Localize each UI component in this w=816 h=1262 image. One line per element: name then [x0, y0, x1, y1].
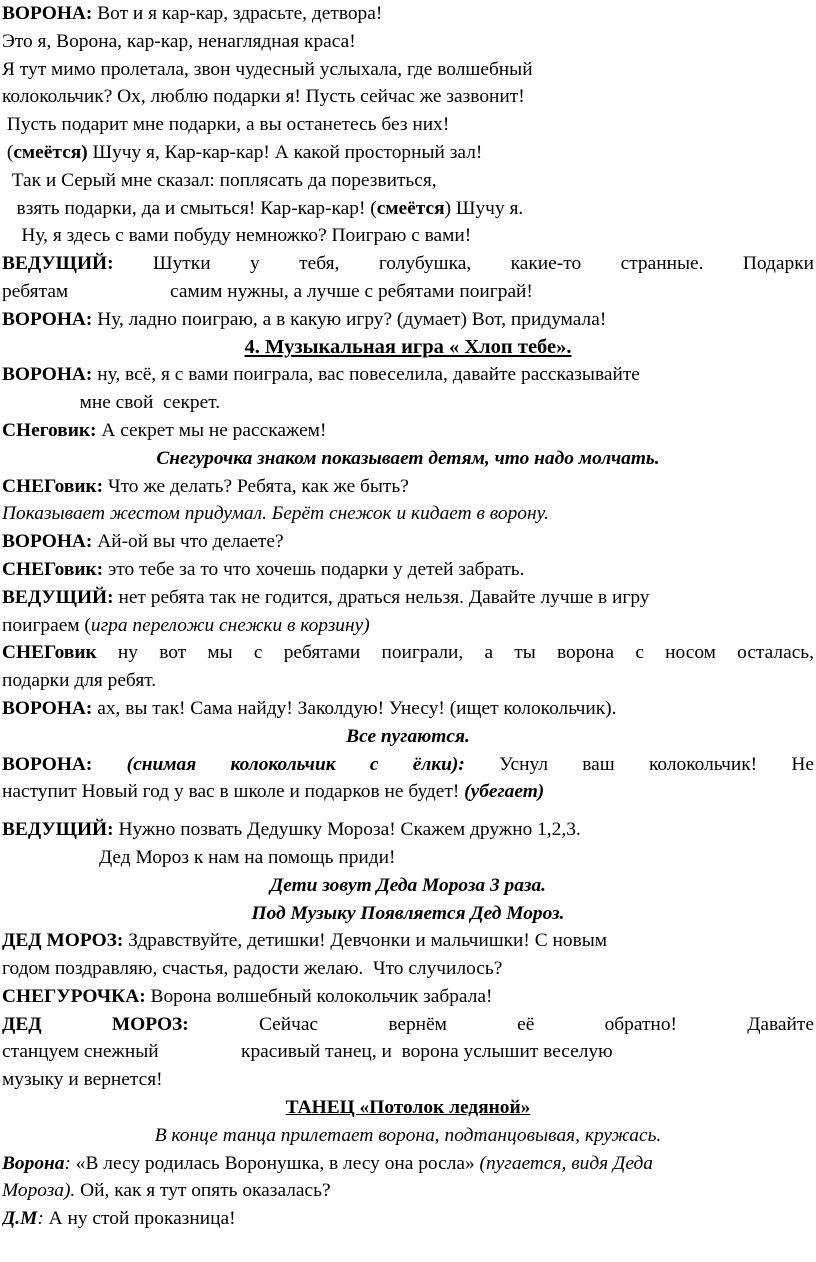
stage-remark: (пугается, видя Деда: [474, 1152, 653, 1174]
line-text: (: [2, 141, 14, 163]
text-line: Ну, я здесь с вами побуду немножко? Поиграю с вами!: [2, 225, 472, 247]
text-line: [2, 306, 814, 334]
line-text: поиграем (: [2, 614, 91, 636]
text-line: ребятам самим нужны, а лучше с ребятами поиграй!: [2, 280, 533, 302]
line-text: ну, всё, я с вами поиграла, вас повеселила, давайте рассказывайте: [92, 364, 640, 386]
stage-direction: Под Музыку Появляется Дед Мороз.: [251, 902, 565, 924]
line-text: Ну, ладно поиграю, а в какую игру? (думает) Вот, придумала!: [92, 308, 607, 330]
line-text: Здравствуйте, детишки! Девчонки и мальчишки! С новым: [123, 930, 608, 952]
text-line: мне свой секрет.: [2, 392, 221, 414]
speaker-label: СНЕГУРОЧКА:: [2, 985, 146, 1007]
line-text: Шутки у тебя, голубушка, какие-то странные. Подарки: [113, 253, 814, 275]
stage-remark: смеётся): [13, 141, 88, 163]
speaker-label: ВОРОНА:: [2, 531, 93, 553]
stage-direction: Показывает жестом придумал. Берёт снежок и кидает в ворону.: [2, 503, 549, 525]
stage-direction: Дети зовут Деда Мороза 3 раза.: [270, 874, 546, 896]
text-line: Дед Мороз к нам на помощь приди!: [2, 846, 396, 868]
speaker-label: СНЕГовик: [2, 642, 97, 664]
line-text: :: [37, 1208, 44, 1230]
text-line: [2, 983, 814, 1011]
text-line: Так и Серый мне сказал: поплясать да порезвиться,: [2, 169, 437, 191]
line-text: Ворона волшебный колокольчик забрала!: [145, 985, 493, 1007]
text-line: [2, 778, 814, 806]
speaker-label: ВОРОНА:: [2, 364, 93, 386]
speaker-label: ВЕДУЩИЙ:: [2, 586, 114, 608]
text-line: годом поздравляю, счастья, радости желаю. Что случилось?: [2, 958, 503, 980]
text-line: Это я, Ворона, кар-кар, ненаглядная краса!: [2, 30, 356, 52]
text-line: [2, 1011, 814, 1039]
text-line: подарки для ребят.: [2, 670, 157, 692]
line-text: Шучу я, Кар-кар-кар! А какой просторный зал!: [87, 141, 483, 163]
text-line: [2, 250, 814, 278]
text-line: [2, 556, 814, 584]
line-text: Уснул ваш колокольчик! Не: [464, 753, 814, 775]
stage-direction: Снегурочка знаком показывает детям, что надо молчать.: [156, 447, 660, 469]
speaker-label: Д.М: [2, 1208, 38, 1230]
speaker-label: СНеговик:: [2, 419, 97, 441]
text-line: [2, 1205, 814, 1233]
stage-remark: Мороза).: [2, 1180, 76, 1202]
text-line: [2, 816, 814, 844]
text-line: [2, 139, 814, 167]
text-line: [2, 751, 814, 779]
line-text: это тебе за то что хочешь подарки у детей забрать.: [103, 558, 525, 580]
line-text: А ну стой проказница!: [43, 1208, 236, 1230]
stage-remark: смеётся: [376, 197, 445, 219]
speaker-label: ВОРОНА:: [2, 308, 93, 330]
text-line: Пусть подарит мне подарки, а вы останетесь без них!: [2, 114, 450, 136]
speaker-label: ВОРОНА:: [2, 3, 93, 24]
line-text: Ой, как я тут опять оказалась?: [75, 1180, 331, 1202]
line-text: наступит Новый год у вас в школе и подарков не будет!: [2, 781, 465, 803]
line-text: взять подарки, да и смыться! Кар-кар-кар! (: [2, 197, 377, 219]
line-text: ах, вы так! Сама найду! Заколдую! Унесу! (ищет колокольчик).: [92, 697, 617, 719]
text-line: [2, 695, 814, 723]
text-line: [2, 584, 814, 612]
line-text: Ай-ой вы что делаете?: [92, 531, 284, 553]
text-line: [2, 361, 814, 389]
stage-remark: (снимая колокольчик с ёлки):: [92, 753, 465, 775]
text-line: [2, 1177, 814, 1205]
speaker-label: Ворона: [2, 1152, 65, 1174]
line-text: ну вот мы с ребятами поиграли, а ты ворона с носом осталась,: [96, 642, 814, 664]
line-text: Вот и я кар-кар, здрасьте, детвора!: [92, 3, 383, 24]
text-line: [2, 417, 814, 445]
line-text: нет ребята так не годится, драться нельзя. Давайте лучше в игру: [113, 586, 650, 608]
paragraph-gap: [2, 806, 814, 816]
speaker-label: СНЕГовик:: [2, 475, 104, 497]
text-line: [2, 639, 814, 667]
text-line: [2, 0, 814, 28]
stage-direction: В конце танца прилетает ворона, подтанцовывая, кружась.: [154, 1124, 662, 1146]
stage-remark: игра переложи снежки в корзину): [90, 614, 370, 636]
section-title: 4. Музыкальная игра « Хлоп тебе».: [244, 335, 572, 358]
text-line: [2, 1150, 814, 1178]
text-line: [2, 927, 814, 955]
speaker-label: ВОРОНА:: [2, 697, 93, 719]
speaker-label: ВОРОНА:: [2, 753, 93, 775]
line-text: :: [64, 1152, 71, 1174]
line-text: Нужно позвать Дедушку Мороза! Скажем дружно 1,2,3.: [113, 819, 581, 841]
speaker-label: ДЕД МОРОЗ:: [2, 930, 124, 952]
text-line: [2, 612, 814, 640]
text-line: [2, 195, 814, 223]
text-line: Я тут мимо пролетала, звон чудесный услыхала, где волшебный: [2, 58, 533, 80]
line-text: ) Шучу я.: [444, 197, 524, 219]
speaker-label: ВЕДУЩИЙ:: [2, 819, 114, 841]
line-text: «В лесу родилась Воронушка, в лесу она росла»: [70, 1152, 475, 1174]
line-text: А секрет мы не расскажем!: [96, 419, 327, 441]
section-title: ТАНЕЦ «Потолок ледяной»: [285, 1097, 531, 1119]
text-line: [2, 473, 814, 501]
speaker-label: СНЕГовик:: [2, 558, 104, 580]
text-line: колокольчик? Ох, люблю подарки я! Пусть сейчас же зазвонит!: [2, 86, 525, 108]
stage-remark: (убегает): [464, 781, 545, 803]
text-line: [2, 528, 814, 556]
speaker-label: ДЕД МОРОЗ:: [2, 1013, 189, 1035]
speaker-label: ВЕДУЩИЙ:: [2, 253, 114, 275]
line-text: Сейчас вернём её обратно! Давайте: [188, 1013, 814, 1035]
stage-direction: Все пугаются.: [346, 725, 470, 747]
line-text: Что же делать? Ребята, как же быть?: [103, 475, 409, 497]
text-line: станцуем снежный красивый танец, и ворона услышит веселую: [2, 1041, 613, 1063]
text-line: музыку и вернется!: [2, 1069, 163, 1091]
